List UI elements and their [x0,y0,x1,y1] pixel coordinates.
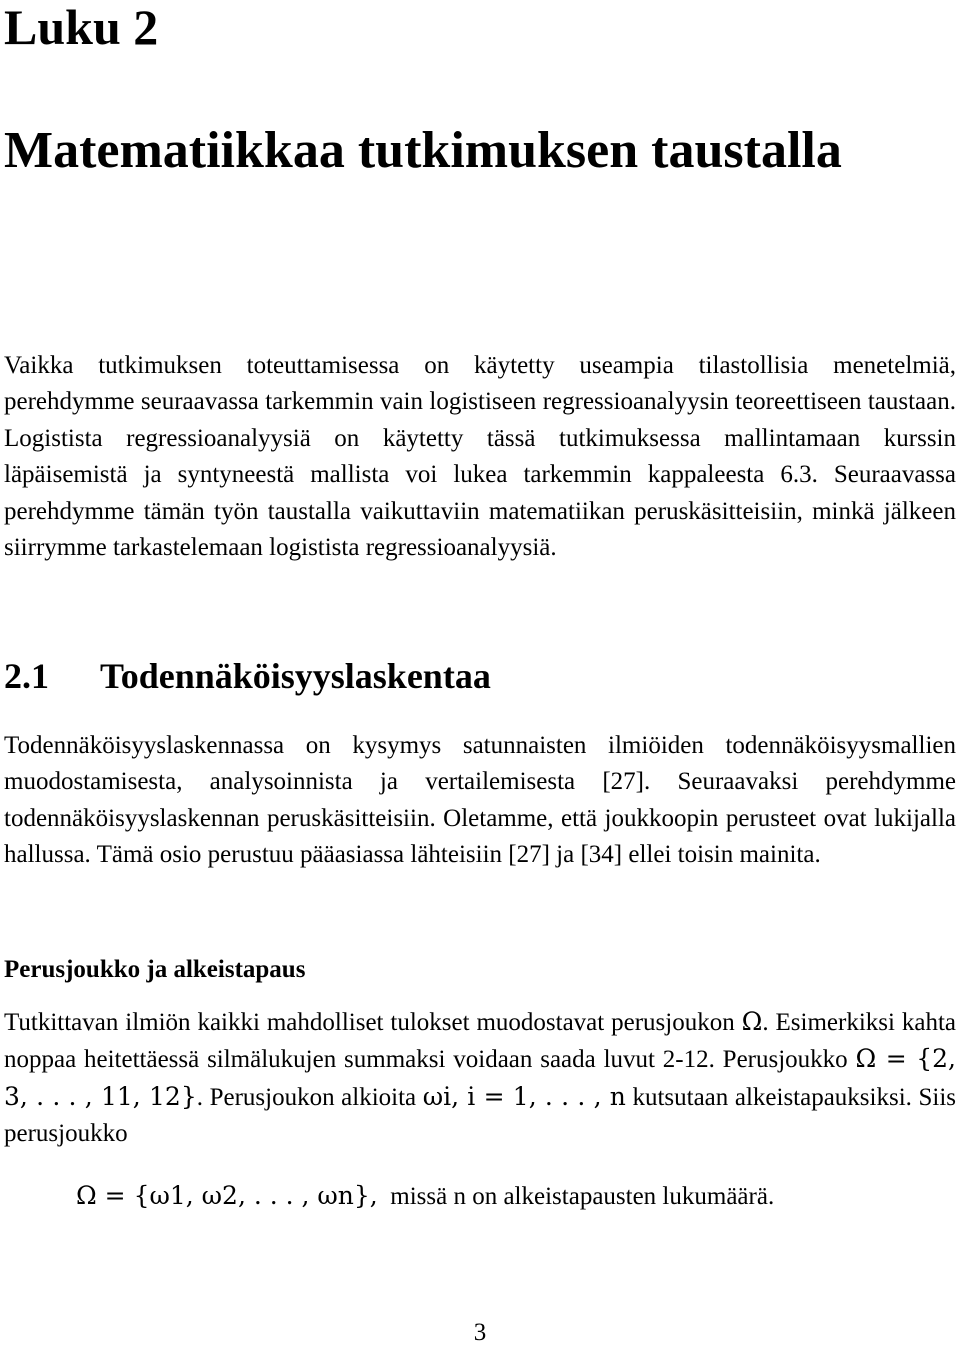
omega-symbol: Ω [741,1007,763,1036]
section-paragraph: Todennäköisyyslaskennassa on kysymys satunnaisten ilmiöiden todennäköisyysmallien muodostamisesta, analysoinnista ja vertailemisesta [27]. Seuraavaksi perehdymme todennäköisyyslaskennan peruskäsitteisiin. Oletamme, että joukkoopin perusteet ovat lukijalla hallussa. Tämä osio perustuu pääasiassa lähteisiin [27] ja [34] ellei toisin mainita. [4,732,956,869]
section-title: Todennäköisyyslaskentaa [100,656,491,696]
subsection-text-1: Tutkittavan ilmiön kaikki mahdolliset tulokset muodostavat perusjoukon [4,1009,735,1036]
subsection-text-4: kutsutaan alkeistapauksiksi. Siis perusjoukko [4,1083,957,1148]
chapter-title: Matematiikkaa tutkimuksen taustalla [4,122,842,179]
page-number: 3 [473,1319,487,1346]
subsection-text-3: . Perusjoukon alkioita [196,1083,417,1111]
subsection-text-2: . Esimerkiksi kahta noppaa heitettäessä silmälukujen summaksi voidaan saada luvut 2-12. Perusjoukko [4,1009,957,1074]
set-example-formula: Ω = {2, 3, . . . , 11, 12} [4,1044,956,1111]
section-heading [4,650,491,702]
intro-paragraph: Vaikka tutkimuksen toteuttamisessa on käytetty useampia tilastollisia menetelmiä, perehdymme seuraavassa tarkemmin vain logistiseen regressioanalyysin teoreettiseen taustaan. Logistista regressioanalyysiä on käytetty tässä tutkimuksessa mallintamaan kurssin läpäisemistä ja syntyneestä mallista voi lukea tarkemmin kappaleesta 6.3. Seuraavassa perehdymme tämän työn taustalla vaikuttaviin matematiikan peruskäsitteisiin, minkä jälkeen siirrymme tarkastelemaan logistista regressioanalyysiä. [4,352,956,562]
subsection-heading: Perusjoukko ja alkeistapaus [4,956,306,983]
chapter-label: Luku 2 [4,0,159,55]
subsection-paragraph [4,1004,956,1153]
element-notation-formula: ωi, i = 1, . . . , n [422,1081,626,1111]
equation-description: missä n on alkeistapausten lukumäärä. [390,1183,775,1210]
sample-space-equation [76,1176,774,1217]
equation-formula: Ω = {ω1, ω2, . . . , ωn}, [76,1181,378,1210]
section-number: 2.1 [4,656,49,696]
